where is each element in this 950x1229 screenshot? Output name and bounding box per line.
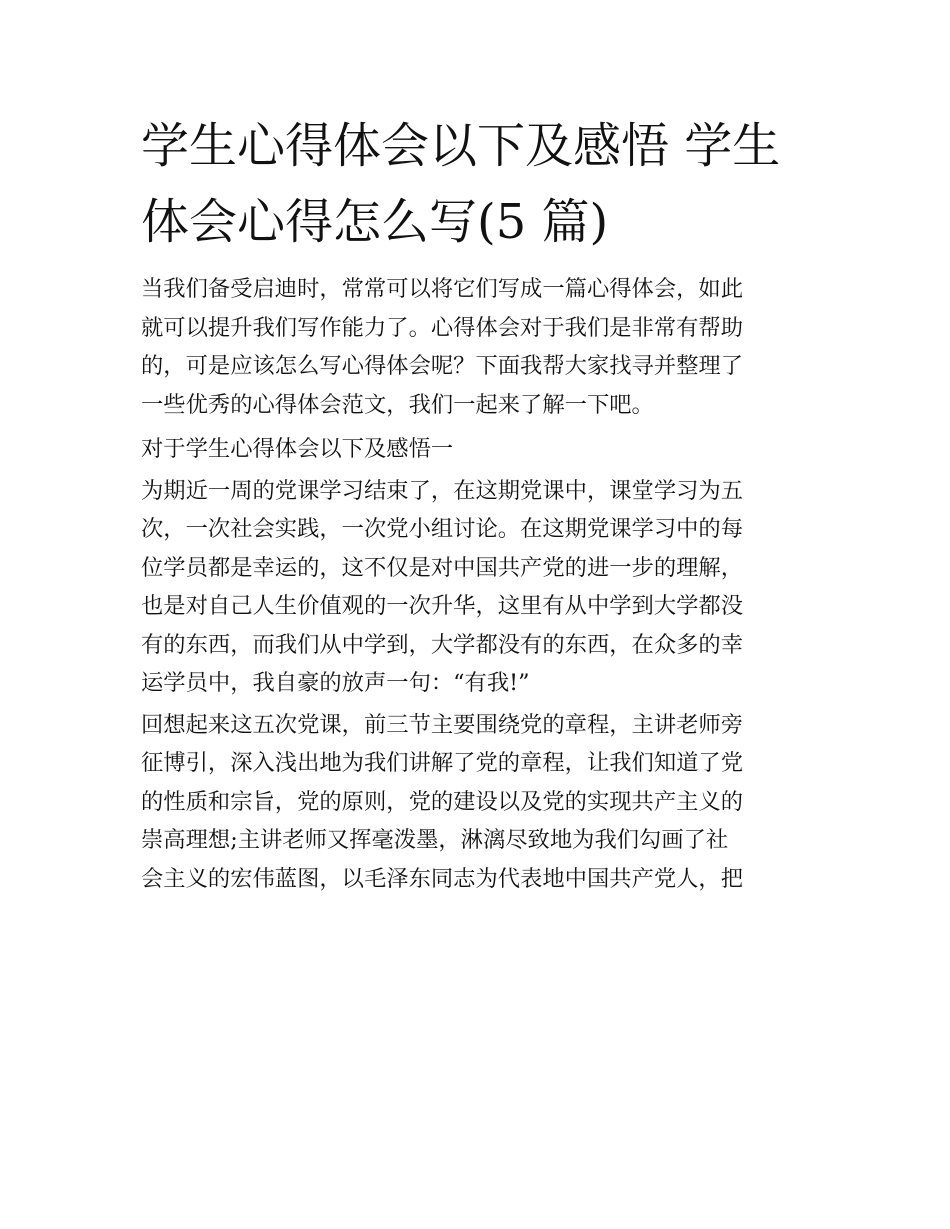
body-paragraph-1: 为期近一周的党课学习结束了，在这期党课中，课堂学习为五 次，一次社会实践，一次党小组讨论。在这期党课学习中的每 位学员都是幸运的，这不仅是对中国共产党的进一步的理解， 也是对自己人生价值观的一次升华，这里有从中学到大学都没 有的东西，而我们从中学到，大学都没有的东西，在众多的幸 运学员中，我自豪的放声一句：“有我!”	[141, 477, 744, 696]
document-title: 学生心得体会以下及感悟 学生 体会心得怎么写(5 篇)	[141, 118, 781, 250]
intro-paragraph: 当我们备受启迪时，常常可以将它们写成一篇心得体会，如此 就可以提升我们写作能力了。心得体会对于我们是非常有帮助 的，可是应该怎么写心得体会呢？下面我帮大家找寻并整理了 一些优秀的心得体会范文，我们一起来了解一下吧。	[141, 276, 744, 418]
section-heading: 对于学生心得体会以下及感悟一	[141, 436, 454, 462]
body-paragraph-2: 回想起来这五次党课，前三节主要围绕党的章程，主讲老师旁 征博引，深入浅出地为我们讲解了党的章程，让我们知道了党 的性质和宗旨，党的原则，党的建设以及党的实现共产主义的 崇高理想;主讲老师又挥毫泼墨，淋漓尽致地为我们勾画了社 会主义的宏伟蓝图，以毛泽东同志为代表地中国共产党人，把	[141, 711, 744, 892]
document-body	[141, 108, 813, 898]
